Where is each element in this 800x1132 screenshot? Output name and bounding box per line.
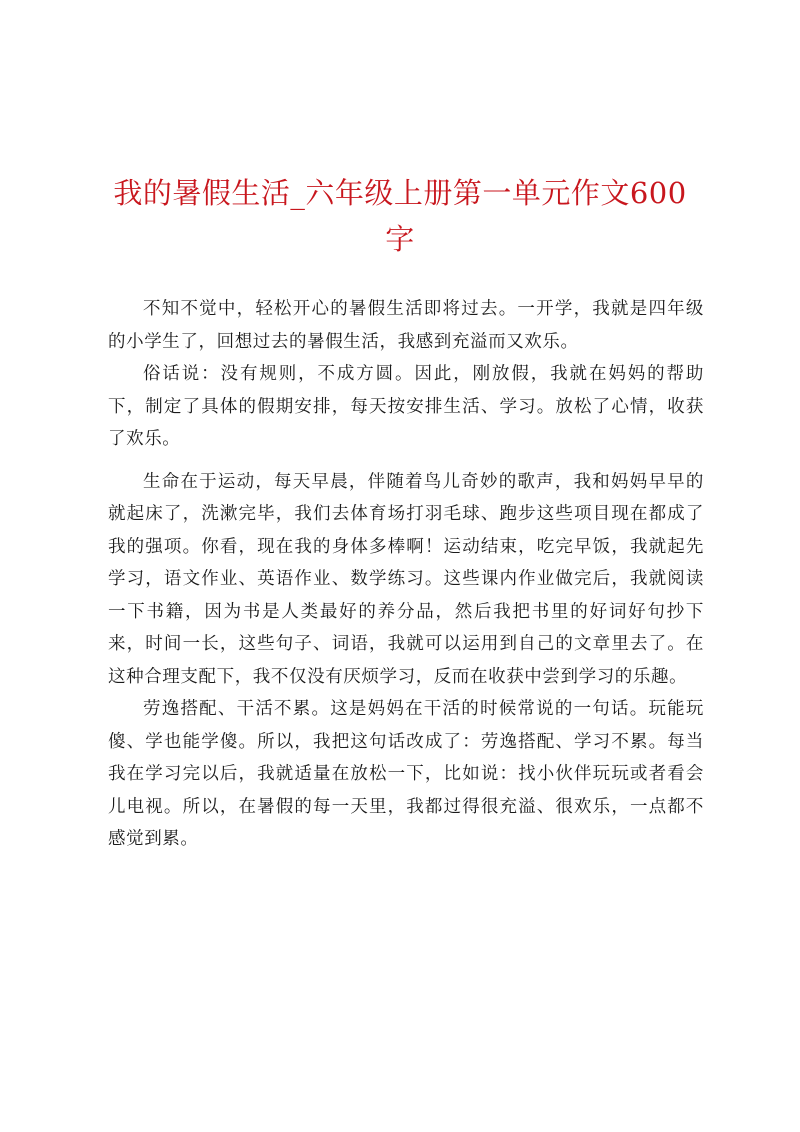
article-body [108, 293, 704, 856]
paragraph-3: 生命在于运动，每天早晨，伴随着鸟儿奇妙的歌声，我和妈妈早早的就起床了，洗漱完毕，我们去体育场打羽毛球、跑步这些项目现在都成了我的强项。你看，现在我的身体多棒啊！运动结束，吃完早饭，我就起先学习，语文作业、英语作业、数学练习。这些课内作业做完后，我就阅读一下书籍，因为书是人类最好的养分品，然后我把书里的好词好句抄下来，时间一长，这些句子、词语，我就可以运用到自己的文章里去了。在这种合理支配下，我不仅没有厌烦学习，反而在收获中尝到学习的乐趣。 [108, 471, 704, 687]
title-line-2: 字 [385, 222, 415, 256]
paragraph-1: 不知不觉中，轻松开心的暑假生活即将过去。一开学，我就是四年级的小学生了，回想过去的暑假生活，我感到充溢而又欢乐。 [108, 299, 704, 352]
paragraph-4: 劳逸搭配、干活不累。这是妈妈在干活的时候常说的一句话。玩能玩傻、学也能学傻。所以，我把这句话改成了：劳逸搭配、学习不累。每当我在学习完以后，我就适量在放松一下，比如说：找小伙伴玩玩或者看会儿电视。所以，在暑假的每一天里，我都过得很充溢、很欢乐，一点都不感觉到累。 [108, 699, 704, 849]
paragraph-2: 俗话说：没有规则，不成方圆。因此，刚放假，我就在妈妈的帮助下，制定了具体的假期安排，每天按安排生活、学习。放松了心情，收获了欢乐。 [108, 364, 704, 449]
title-line-1: 我的暑假生活_六年级上册第一单元作文600 [113, 176, 687, 210]
page-title [100, 170, 700, 262]
